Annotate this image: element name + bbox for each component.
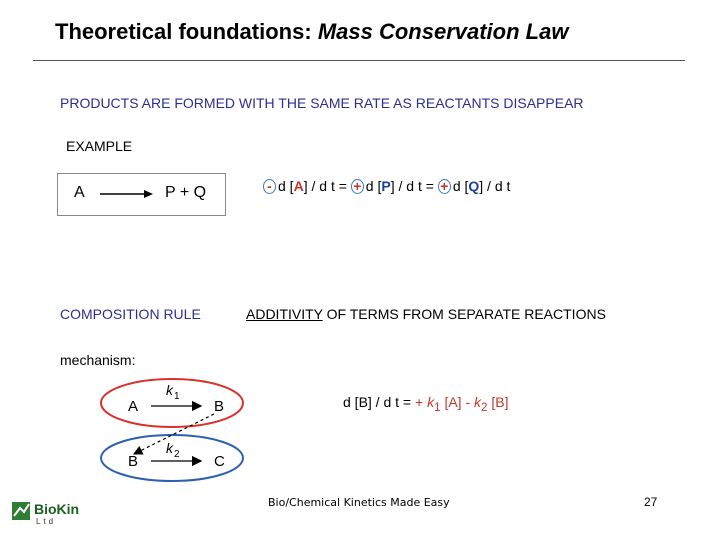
page-title xyxy=(55,19,568,45)
footer-text: Bio/Chemical Kinetics Made Easy xyxy=(268,496,450,509)
reaction-box xyxy=(57,173,226,216)
page-number: 27 xyxy=(644,495,658,509)
title-normal: Theoretical foundations: xyxy=(55,19,312,44)
logo-subtext: Ltd xyxy=(36,517,57,526)
logo-text: BioKin xyxy=(34,501,80,517)
step2-right: C xyxy=(214,453,225,470)
biokin-logo xyxy=(12,494,92,526)
step2-rate-sub: 2 xyxy=(174,449,180,460)
transfer-arrow-icon xyxy=(134,414,214,454)
mechanism-label: mechanism: xyxy=(60,352,136,368)
reaction-products: P + Q xyxy=(165,184,207,201)
title-divider xyxy=(33,60,685,61)
example-label: EXAMPLE xyxy=(66,138,133,154)
headline: PRODUCTS ARE FORMED WITH THE SAME RATE AS REACTANTS DISAPPEAR xyxy=(60,95,584,111)
plus-ring-icon: + xyxy=(351,179,364,194)
composition-rule: COMPOSITION RULE xyxy=(60,306,201,322)
mechanism-rate-equation: d [B] / d t = + $k_1$ $[A] - k_2$ [B] xyxy=(343,394,509,414)
step2-rate: k xyxy=(166,440,173,456)
minus-ring-icon: - xyxy=(263,179,276,194)
additivity-statement: ADDITIVITY OF TERMS FROM SEPARATE REACTIONS xyxy=(246,306,606,322)
step1-right: B xyxy=(214,398,225,415)
step1-left: A xyxy=(128,398,139,415)
mechanism-diagram xyxy=(96,374,256,484)
step1-rate: k xyxy=(166,382,173,398)
logo-icon xyxy=(12,494,92,526)
rate-equation: - d [A] / d t = + d [P] / d t = + d [Q] / d t xyxy=(263,178,510,194)
step2-left: B xyxy=(128,453,139,470)
reaction-reactant: A xyxy=(74,184,85,201)
plus-ring-icon: + xyxy=(438,179,451,194)
step1-rate-sub: 1 xyxy=(174,391,180,402)
reaction-arrow-icon xyxy=(98,188,154,200)
title-italic: Mass Conservation Law xyxy=(317,19,569,44)
